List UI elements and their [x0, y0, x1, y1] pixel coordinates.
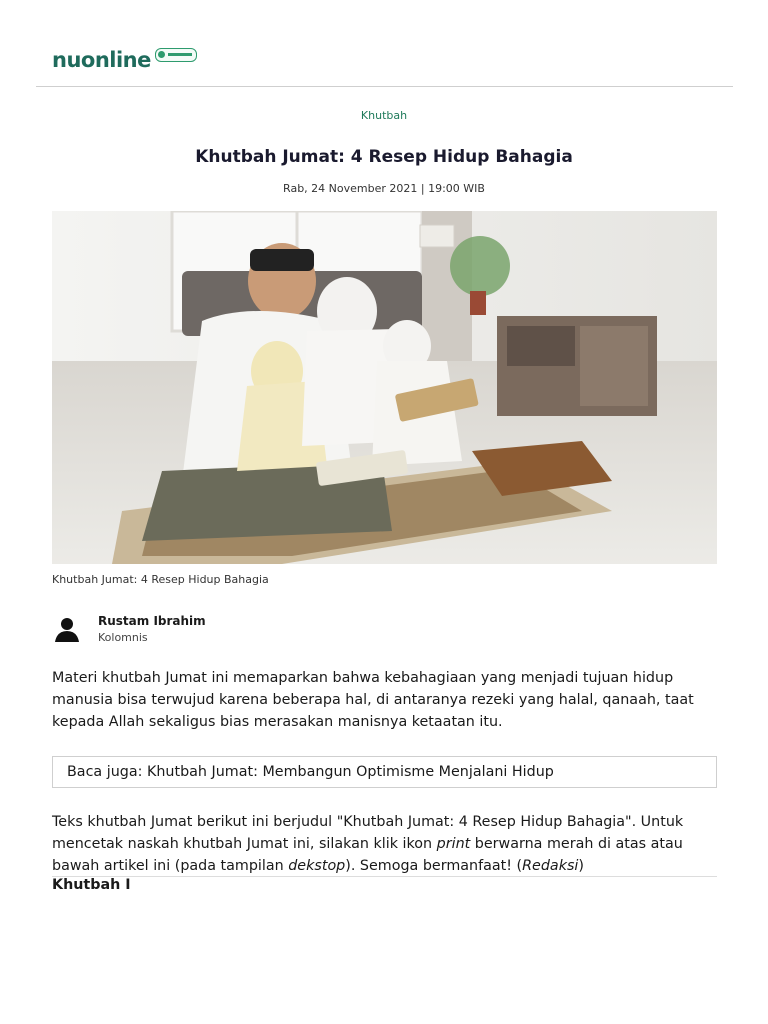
- article-body-paragraph: [52, 811, 717, 877]
- related-article-box[interactable]: [52, 756, 717, 788]
- logo-text: nuonline: [52, 48, 151, 72]
- article-title: Khutbah Jumat: 4 Resep Hidup Bahagia: [195, 147, 573, 167]
- author-block[interactable]: [52, 612, 452, 648]
- related-prefix: Baca juga:: [67, 764, 147, 780]
- body-emphasis-redaksi: Redaksi: [522, 858, 579, 874]
- body-text-2: berwarna merah di atas atau bawah artikel ini (pada tampilan: [52, 836, 683, 874]
- person-silhouette-icon: [54, 616, 80, 642]
- author-role: Kolomnis: [98, 631, 148, 644]
- section-heading: Khutbah I: [52, 877, 131, 893]
- body-emphasis-dekstop: dekstop: [288, 858, 346, 874]
- family-reading-quran-image: [52, 211, 717, 564]
- body-emphasis-print: print: [436, 836, 471, 852]
- logo-badge-icon: [155, 48, 197, 62]
- body-text-4: ): [578, 858, 584, 874]
- site-header: [0, 0, 768, 86]
- related-article-link[interactable]: Khutbah Jumat: Membangun Optimisme Menjalani Hidup: [146, 764, 554, 780]
- body-text-3: ). Semoga bermanfaat! (: [345, 858, 523, 874]
- article-category[interactable]: Khutbah: [360, 109, 408, 122]
- article-hero-image: [52, 211, 717, 564]
- header-divider: [36, 86, 733, 87]
- body-text-1: Teks khutbah Jumat berikut ini berjudul "Khutbah Jumat: 4 Resep Hidup Bahagia". Untuk mencetak naskah khutbah Jumat ini, silakan klik ikon: [52, 814, 684, 852]
- nuonline-logo[interactable]: [52, 46, 197, 74]
- section-divider: [52, 876, 717, 877]
- author-name[interactable]: Rustam Ibrahim: [98, 614, 206, 628]
- image-caption: Khutbah Jumat: 4 Resep Hidup Bahagia: [52, 573, 269, 586]
- article-date: Rab, 24 November 2021 | 19:00 WIB: [283, 182, 485, 195]
- article-intro: Materi khutbah Jumat ini memaparkan bahwa kebahagiaan yang menjadi tujuan hidup manusia bisa terwujud karena beberapa hal, di antaranya rezeki yang halal, qanaah, taat kepada Allah sekaligus bias merasakan manisnya ketaatan itu.: [52, 670, 694, 730]
